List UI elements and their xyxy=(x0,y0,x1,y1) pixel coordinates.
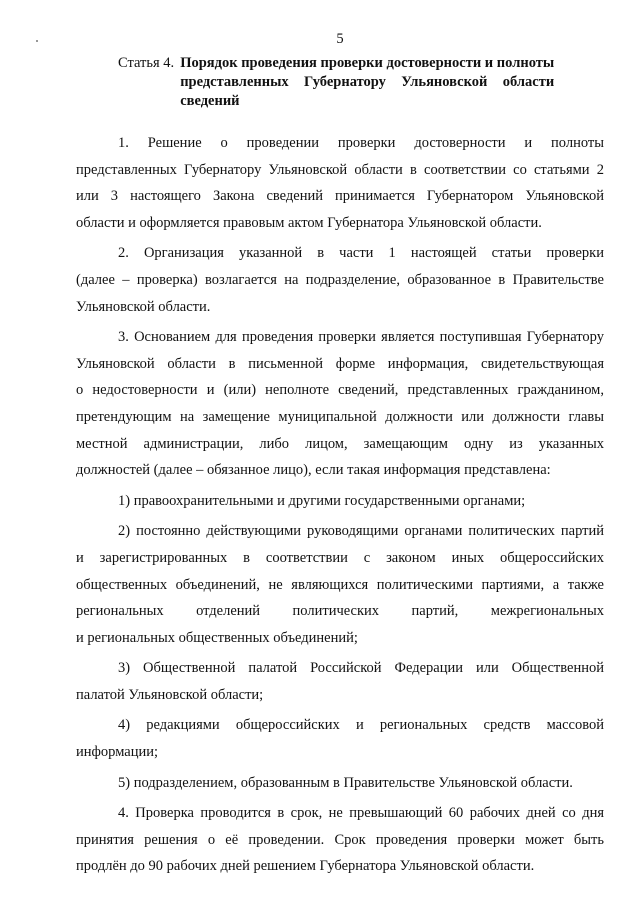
paragraph-line: общественных объединений, не являющихся политическими партиями, а также xyxy=(76,576,604,593)
paragraph-line: палатой Ульяновской области; xyxy=(76,686,264,703)
paragraph-line: претендующим на замещение муниципальной должности или должности главы xyxy=(76,408,604,425)
paragraph-line: региональных отделений политических партий, межрегиональных xyxy=(76,603,604,620)
paragraph-line: информации; xyxy=(76,744,159,761)
paragraph xyxy=(76,240,604,320)
paragraph-line: принятия решения о её проведении. Срок проведения проверки может быть xyxy=(76,831,604,848)
paragraph xyxy=(76,130,604,236)
paragraph xyxy=(76,655,604,708)
paragraph xyxy=(76,712,604,765)
paragraph xyxy=(76,324,604,484)
paragraph xyxy=(76,518,604,651)
article-label: Статья 4. xyxy=(118,55,175,71)
paragraph xyxy=(76,770,604,797)
paragraph-line: Ульяновской области в письменной форме информация, свидетельствующая xyxy=(76,355,604,372)
paragraph-line: 4. Проверка проводится в срок, не превышающий 60 рабочих дней со дня xyxy=(118,805,604,822)
paragraph-line: Ульяновской области. xyxy=(76,298,211,315)
article-heading xyxy=(118,54,604,111)
paragraph-line: о недостоверности и (или) неполноте сведений, представленных гражданином, xyxy=(76,382,604,399)
article-title-line: представленных Губернатору Ульяновской области xyxy=(180,74,555,90)
paragraph-line: 4) редакциями общероссийских и региональных средств массовой xyxy=(118,717,604,734)
paragraph-line: должностей (далее – обязанное лицо), если такая информация представлена: xyxy=(76,462,551,479)
article-title xyxy=(180,54,554,111)
paragraph-line: 1) правоохранительными и другими государственными органами; xyxy=(118,492,526,509)
article-title-line: Порядок проведения проверки достоверности и полноты xyxy=(180,55,555,71)
paragraph xyxy=(76,488,604,515)
paragraph-line: (далее – проверка) возлагается на подразделение, образованное в Правительстве xyxy=(76,271,604,288)
paragraph-line: 2) постоянно действующими руководящими органами политических партий xyxy=(118,523,604,540)
paragraph-line: области и оформляется правовым актом Губернатора Ульяновской области. xyxy=(76,214,542,231)
paragraph-line: 3) Общественной палатой Российской Федерации или Общественной xyxy=(118,660,604,677)
paragraph-line: местной администрации, либо лицом, замещающим одну из указанных xyxy=(76,435,604,452)
article-title-line: сведений xyxy=(180,93,240,109)
paragraph-line: представленных Губернатору Ульяновской области в соответствии со статьями 2 xyxy=(76,161,604,178)
paragraph-line: 1. Решение о проведении проверки достоверности и полноты xyxy=(118,135,604,151)
paragraph-line: 2. Организация указанной в части 1 настоящей статьи проверки xyxy=(118,245,604,262)
paragraph-line: 5) подразделением, образованным в Правительстве Ульяновской области. xyxy=(118,774,573,791)
paragraph-line: и региональных общественных объединений; xyxy=(76,629,358,646)
paragraph-line: 3. Основанием для проведения проверки является поступившая Губернатору xyxy=(118,329,604,346)
paragraph-line: продлён до 90 рабочих дней решением Губернатора Ульяновской области. xyxy=(76,858,535,875)
page-number: 5 xyxy=(336,31,344,47)
paragraph-line: или 3 настоящего Закона сведений принимается Губернатором Ульяновской xyxy=(76,188,604,205)
paragraph xyxy=(76,800,604,880)
paragraph-line: и зарегистрированных в соответствии с законом иных общероссийских xyxy=(76,549,604,566)
article-body xyxy=(76,130,604,880)
